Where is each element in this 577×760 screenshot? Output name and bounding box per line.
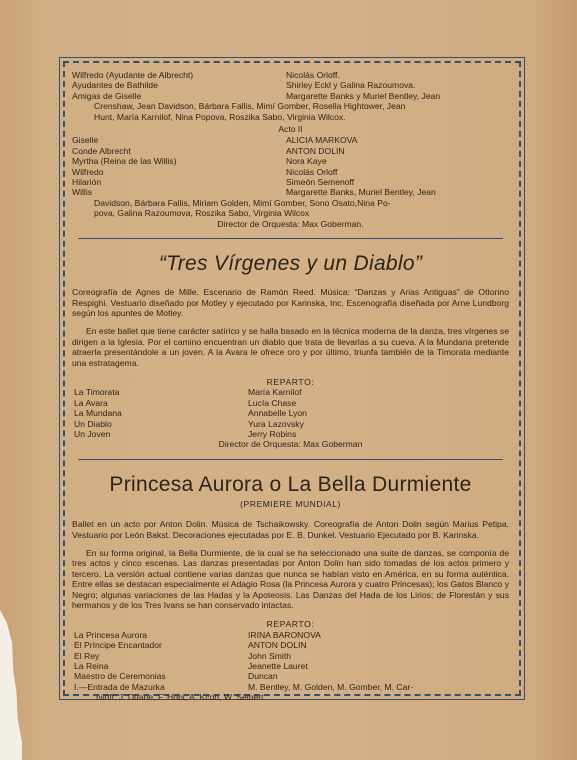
cast-performer: Jerry Robins (248, 428, 297, 439)
cast-role: Hilarión (72, 177, 102, 188)
cast-row (72, 135, 509, 145)
cast-row (72, 167, 509, 177)
cast-performer: Lucía Chase (248, 397, 297, 408)
cast-performer: Nora Kaye (286, 156, 327, 167)
cast-performer: ALICIA MARKOVA (286, 135, 358, 146)
cast-row (74, 429, 507, 439)
cast-row (74, 640, 507, 650)
cast-role: Un Joven (74, 428, 111, 439)
act1-cast-list (72, 70, 509, 122)
ballet-credits: Coreografía de Agnes de Mille. Escenario de Ramón Reed. Música: “Danzas y Arias Antiguas” de Ottorino Respighi. Vestuario diseñado por Motley y ejecutado por Karinska, Inc. Escenografía diseñada por Arne Lundborg según los apuntes de Motley. (72, 287, 509, 318)
cast-role: El Rey (74, 650, 100, 661)
program-content (72, 70, 509, 703)
cast-role: La Princesa Aurora (74, 629, 148, 640)
torn-corner (0, 610, 22, 760)
cast-role: I.—Entrada de Mazurka (74, 681, 165, 692)
cast-performer: John Smith (248, 650, 291, 661)
cast-row (74, 671, 507, 681)
cast-role: Maestro de Ceremonias (74, 671, 166, 682)
cast-role: Wilfredo (Ayudante de Albrecht) (72, 70, 194, 80)
cast-role: Willis (72, 187, 93, 198)
reparto-heading: REPARTO: (266, 376, 315, 387)
cast-row (72, 146, 509, 156)
cast-row (74, 398, 507, 408)
cast-row (72, 91, 509, 101)
cast-row (74, 408, 507, 418)
cast-performer: IRINA BARONOVA (248, 629, 321, 640)
cast-role: Un Diablo (74, 418, 112, 429)
cast-performer: M. Bentley, M. Golden, M. Gomber, M. Car- (248, 681, 414, 692)
cast-performer: ANTON DOLIN (248, 640, 307, 651)
cast-performer: Margarette Banks, Muriel Bentley, Jean (286, 187, 436, 198)
ballet-title: Princesa Aurora o La Bella Durmiente (109, 472, 472, 496)
ballet3-cast-list (72, 630, 509, 703)
cast-continuation: niloff, J. Duane, F. Hobi, A. Kcon, W. Seibert. (96, 692, 266, 703)
cast-row (72, 80, 509, 90)
cast-role: El Príncipe Encantador (74, 640, 162, 651)
cast-row (74, 630, 507, 640)
cast-performer: María Karnilof (248, 387, 302, 398)
reparto-heading: REPARTO: (266, 619, 315, 630)
cast-continuation: Davidson, Bárbara Fallis, Miriam Golden, Mimí Gomber, Sono Osato,Nina Po- (94, 197, 391, 208)
cast-performer: Nicolás Orloff (286, 166, 338, 177)
ballet2-cast-list (72, 387, 509, 439)
cast-row (72, 187, 509, 197)
act-heading: Acto II (278, 124, 303, 135)
ballet-synopsis: En su forma original, la Bella Durmiente, de la cual se ha seleccionado una suite de danzas, se componía de tres actos y cinco escenas. Las danzas presentadas por Anton Dolin han sido tomadas de los actos primero y tercero. La versión actual contiene varias danzas que nunca se habían visto en América, en su forma auténtica. Entre ellas se destacan especialmente el Adagio Rosa (la Princesa Aurora y cuatro Princesas); los Gatos Blanco y Negro; algunas variaciones de las Hadas y la Apoteosis. Las Danzas del Hada de los Lirios; de Florestán y sus hermanos y de los Tres Ivans se han conservado intactas. (72, 548, 509, 611)
cast-role: Conde Albrecht (72, 145, 131, 156)
ballet-synopsis: En este ballet que tiene carácter satírico y se halla basado en la técnica moderna de la danza, tres vírgenes se dirigen a la Iglesia. Por el camino encuentran un diablo que trata de llevarlas a su cueva. A la Mundana pretende atraerla presentándole a un joven. A la Avara le ofrece oro y por último, triunfa también de la Timorata mediante una estratagema. (72, 326, 509, 368)
section-divider (78, 459, 503, 460)
cast-row (74, 419, 507, 429)
cast-performer: Duncan (248, 671, 278, 682)
ballet-subtitle: (PREMIERE MUNDIAL) (240, 498, 341, 509)
cast-role: La Timorata (74, 387, 120, 398)
cast-row (72, 177, 509, 187)
ballet-title: “Tres Vírgenes y un Diablo” (158, 252, 423, 276)
cast-role: Myrtha (Reina de las Willis) (72, 156, 177, 167)
cast-performer: ANTON DOLIN (286, 145, 345, 156)
cast-continuation: Crenshaw, Jean Davidson, Bárbara Fallis, Mimí Gomber, Rosella Hightower, Jean (94, 101, 406, 112)
cast-continuation: pova, Galina Razoumova, Roszika Sabo, Virginia Wilcox (94, 208, 310, 219)
conductor-credit: Director de Orquesta: Max Goberman (218, 439, 363, 450)
cast-row (74, 387, 507, 397)
cast-performer: Yura Lazovsky (248, 418, 304, 429)
ballet-credits: Ballet en un acto por Anton Dolin. Música de Tschaikowsky. Coreografía de Anton Dolin según Marius Petipa. Vestuario por León Bakst. Decoraciones ejecutadas por E. B. Dunkel. Vestuario Ejecutado por B. Karinska. (72, 519, 509, 540)
cast-performer: Shirley Eckl y Galina Razoumova. (286, 80, 416, 91)
cast-role: La Avara (74, 397, 108, 408)
cast-performer: Simeón Semenoff (286, 177, 355, 188)
cast-row (72, 70, 509, 80)
section-divider (78, 238, 503, 239)
cast-role: Wilfredo (72, 166, 104, 177)
conductor-credit: Director de Orquesta: Max Goberman. (217, 218, 364, 229)
cast-role: Amigas de Giselle (72, 90, 142, 101)
cast-row (72, 156, 509, 166)
cast-performer: Jeanette Lauret (248, 661, 308, 672)
act2-cast-list (72, 135, 509, 218)
cast-performer: Margarette Banks y Muriel Bentley, Jean (286, 90, 441, 101)
cast-continuation: Hunt, María Karnilof, Nina Popova, Roszika Sabo, Virginia Wilcox. (94, 111, 346, 122)
cast-row (74, 651, 507, 661)
cast-role: Ayudantes de Bathilde (72, 80, 158, 91)
cast-row (74, 661, 507, 671)
cast-performer: Annabelle Lyon (248, 408, 307, 419)
cast-role: La Mundana (74, 408, 122, 419)
cast-performer: Nicolás Orloff. (286, 70, 340, 80)
cast-role: Giselle (72, 135, 99, 146)
cast-row (74, 682, 507, 692)
cast-role: La Reina (74, 661, 109, 672)
